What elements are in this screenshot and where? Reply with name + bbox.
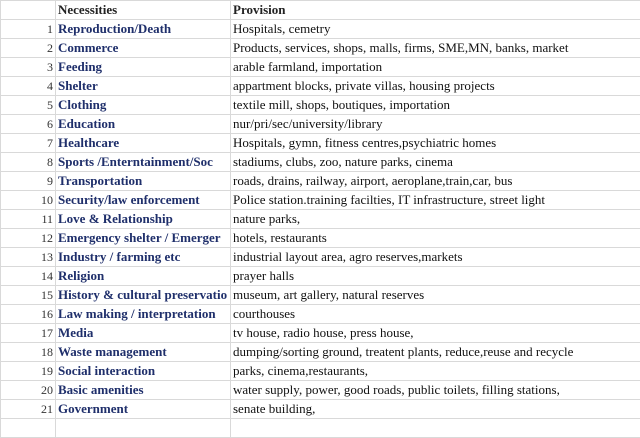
row-number-cell[interactable]: 10 <box>1 191 56 210</box>
provision-cell[interactable]: Hospitals, gymn, fitness centres,psychiatric homes <box>231 134 640 153</box>
row-number-cell[interactable]: 9 <box>1 172 56 191</box>
necessity-cell[interactable]: Love & Relationship <box>56 210 231 229</box>
provision-cell[interactable] <box>231 419 640 438</box>
table-row <box>1 267 640 286</box>
table-row <box>1 248 640 267</box>
row-number-cell[interactable]: 4 <box>1 77 56 96</box>
necessity-cell[interactable]: Feeding <box>56 58 231 77</box>
provision-cell[interactable]: Police station.training facilties, IT infrastructure, street light <box>231 191 640 210</box>
row-number-cell[interactable]: 11 <box>1 210 56 229</box>
row-number-cell[interactable]: 16 <box>1 305 56 324</box>
table-row <box>1 229 640 248</box>
necessity-cell[interactable]: Transportation <box>56 172 231 191</box>
header-necessities-cell[interactable]: Necessities <box>56 1 231 20</box>
provision-cell[interactable]: textile mill, shops, boutiques, importation <box>231 96 640 115</box>
provision-cell[interactable]: roads, drains, railway, airport, aeroplane,train,car, bus <box>231 172 640 191</box>
necessity-cell[interactable]: Security/law enforcement <box>56 191 231 210</box>
row-number-cell[interactable]: 12 <box>1 229 56 248</box>
row-number-cell[interactable]: 14 <box>1 267 56 286</box>
table-row <box>1 362 640 381</box>
provision-cell[interactable]: hotels, restaurants <box>231 229 640 248</box>
table-row <box>1 172 640 191</box>
necessity-cell[interactable]: Waste management <box>56 343 231 362</box>
table-row <box>1 20 640 39</box>
necessity-cell[interactable]: History & cultural preservatio <box>56 286 231 305</box>
provision-cell[interactable]: dumping/sorting ground, treatent plants, reduce,reuse and recycle <box>231 343 640 362</box>
row-number-cell[interactable]: 6 <box>1 115 56 134</box>
table-row <box>1 324 640 343</box>
necessity-cell[interactable]: Education <box>56 115 231 134</box>
row-number-cell[interactable]: 20 <box>1 381 56 400</box>
row-number-cell[interactable]: 2 <box>1 39 56 58</box>
necessity-cell[interactable]: Media <box>56 324 231 343</box>
necessity-cell[interactable]: Healthcare <box>56 134 231 153</box>
provision-cell[interactable]: industrial layout area, agro reserves,markets <box>231 248 640 267</box>
table-row <box>1 419 640 438</box>
table-row <box>1 153 640 172</box>
row-number-cell[interactable]: 18 <box>1 343 56 362</box>
table-row <box>1 39 640 58</box>
provision-cell[interactable]: appartment blocks, private villas, housing projects <box>231 77 640 96</box>
provision-cell[interactable]: stadiums, clubs, zoo, nature parks, cinema <box>231 153 640 172</box>
necessity-cell[interactable]: Shelter <box>56 77 231 96</box>
table-row <box>1 343 640 362</box>
table-row <box>1 115 640 134</box>
provision-cell[interactable]: arable farmland, importation <box>231 58 640 77</box>
necessity-cell[interactable] <box>56 419 231 438</box>
necessity-cell[interactable]: Sports /Enterntainment/Soc <box>56 153 231 172</box>
row-number-cell[interactable]: 21 <box>1 400 56 419</box>
table-row <box>1 381 640 400</box>
row-number-cell[interactable] <box>1 419 56 438</box>
table-row <box>1 96 640 115</box>
necessity-cell[interactable]: Clothing <box>56 96 231 115</box>
row-number-cell[interactable]: 13 <box>1 248 56 267</box>
necessity-cell[interactable]: Law making / interpretation <box>56 305 231 324</box>
provision-cell[interactable]: Hospitals, cemetry <box>231 20 640 39</box>
row-number-cell[interactable]: 1 <box>1 20 56 39</box>
header-provision-cell[interactable]: Provision <box>231 1 640 20</box>
table-row <box>1 305 640 324</box>
row-number-cell[interactable]: 5 <box>1 96 56 115</box>
row-number-cell[interactable]: 15 <box>1 286 56 305</box>
necessity-cell[interactable]: Commerce <box>56 39 231 58</box>
provision-cell[interactable]: tv house, radio house, press house, <box>231 324 640 343</box>
provision-cell[interactable]: senate building, <box>231 400 640 419</box>
table-row <box>1 191 640 210</box>
row-number-cell[interactable]: 3 <box>1 58 56 77</box>
necessity-cell[interactable]: Emergency shelter / Emerger <box>56 229 231 248</box>
table-row <box>1 210 640 229</box>
table-row <box>1 134 640 153</box>
row-number-cell[interactable]: 7 <box>1 134 56 153</box>
table-row <box>1 77 640 96</box>
row-number-cell[interactable]: 8 <box>1 153 56 172</box>
table-row <box>1 58 640 77</box>
necessity-cell[interactable]: Reproduction/Death <box>56 20 231 39</box>
table-row <box>1 400 640 419</box>
table-row <box>1 286 640 305</box>
necessity-cell[interactable]: Social interaction <box>56 362 231 381</box>
header-row <box>1 1 640 20</box>
row-number-cell[interactable]: 19 <box>1 362 56 381</box>
necessity-cell[interactable]: Basic amenities <box>56 381 231 400</box>
necessity-cell[interactable]: Industry / farming etc <box>56 248 231 267</box>
provision-cell[interactable]: nur/pri/sec/university/library <box>231 115 640 134</box>
provision-cell[interactable]: prayer halls <box>231 267 640 286</box>
necessity-cell[interactable]: Government <box>56 400 231 419</box>
row-number-cell[interactable]: 17 <box>1 324 56 343</box>
provision-cell[interactable]: water supply, power, good roads, public toilets, filling stations, <box>231 381 640 400</box>
header-number-cell[interactable] <box>1 1 56 20</box>
provision-cell[interactable]: museum, art gallery, natural reserves <box>231 286 640 305</box>
provision-cell[interactable]: courthouses <box>231 305 640 324</box>
necessity-cell[interactable]: Religion <box>56 267 231 286</box>
provision-cell[interactable]: Products, services, shops, malls, firms, SME,MN, banks, market <box>231 39 640 58</box>
provision-cell[interactable]: nature parks, <box>231 210 640 229</box>
provision-cell[interactable]: parks, cinema,restaurants, <box>231 362 640 381</box>
